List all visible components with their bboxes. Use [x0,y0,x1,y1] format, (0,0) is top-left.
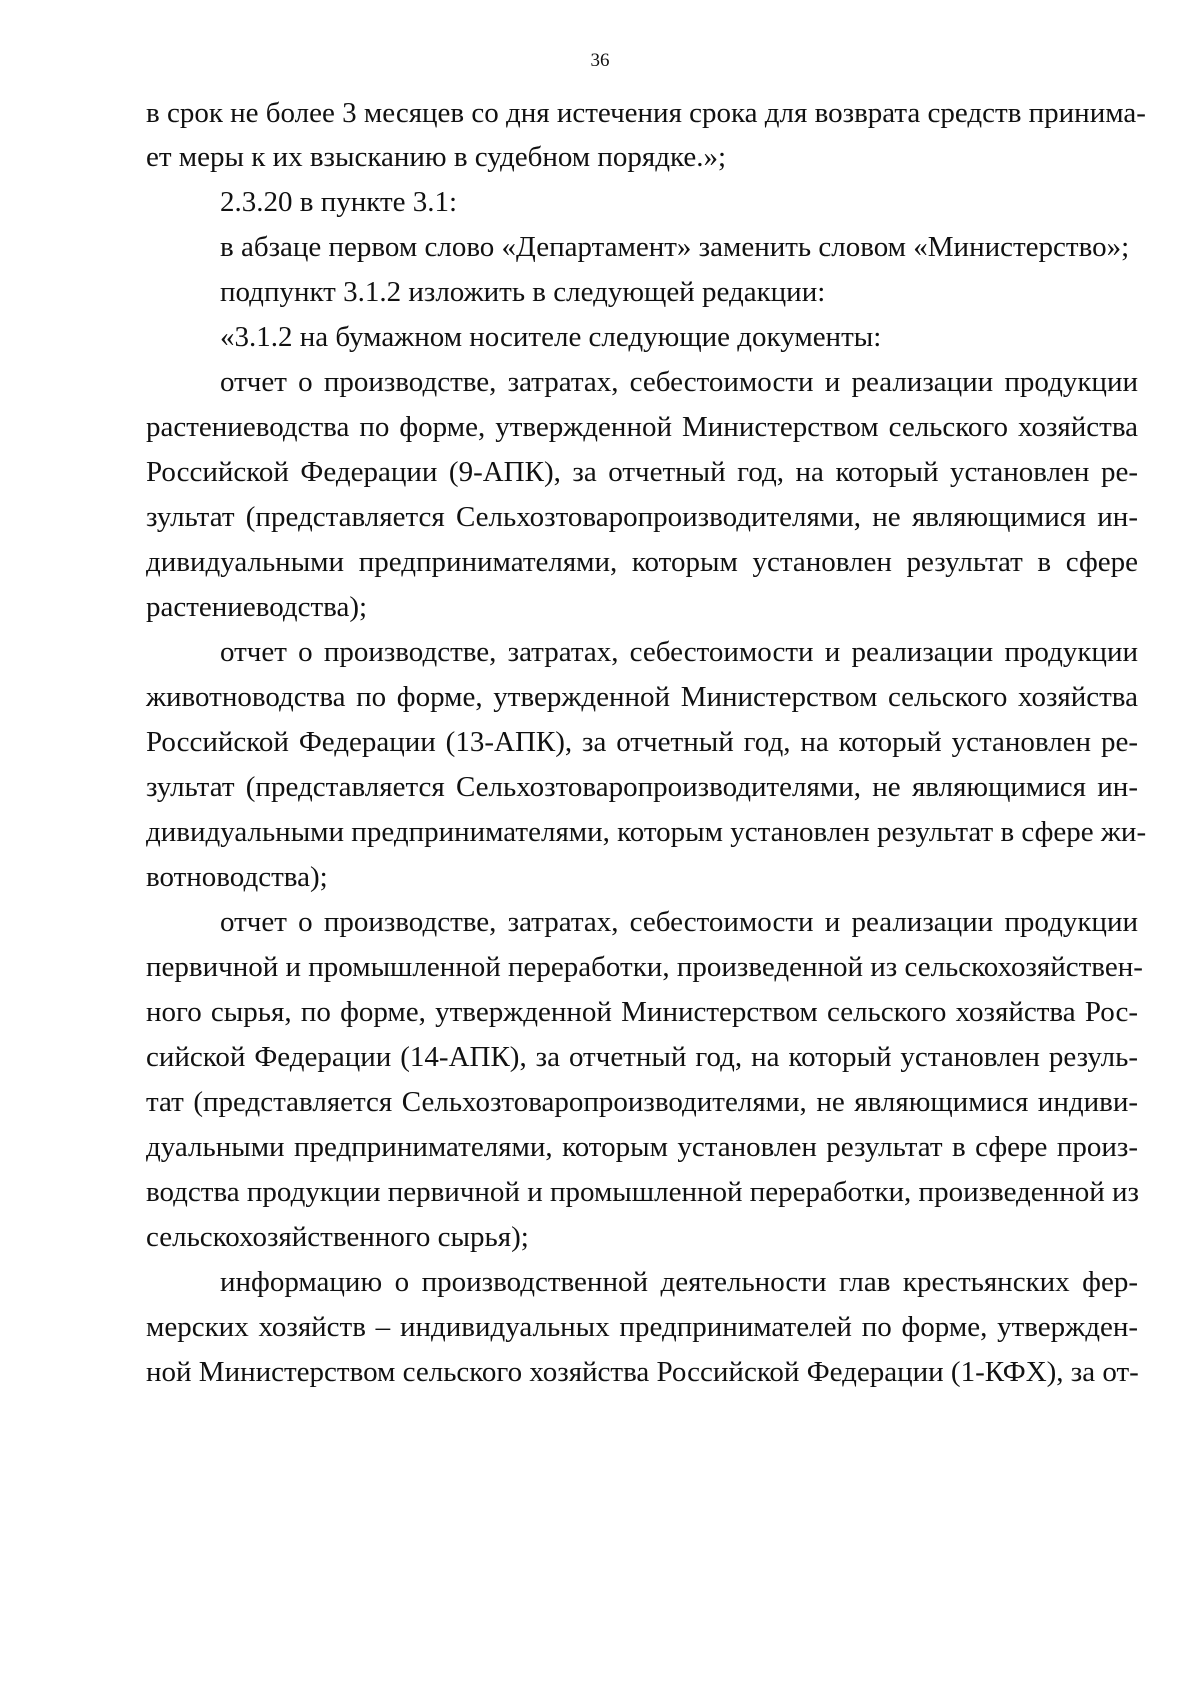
text-line: дуальными предпринимателями, которым установлен результат в сфере произ- [146,1131,1138,1163]
text-line: сельскохозяйственного сырья); [146,1221,529,1253]
page-number: 36 [590,50,610,71]
text-line: подпункт 3.1.2 изложить в следующей редакции: [220,276,826,308]
text-line: в абзаце первом слово «Департамент» заменить словом «Министерство»; [220,231,1130,263]
text-line: сийской Федерации (14-АПК), за отчетный год, на который установлен резуль- [146,1041,1138,1073]
text-line: «3.1.2 на бумажном носителе следующие документы: [220,321,882,353]
text-line: информацию о производственной деятельности глав крестьянских фер- [220,1266,1138,1298]
text-line: зультат (представляется Сельхозтоваропроизводителями, не являющимися ин- [146,771,1138,803]
text-line: водства продукции первичной и промышленной переработки, произведенной из [146,1176,1139,1208]
text-line: ной Министерством сельского хозяйства Российской Федерации (1-КФХ), за от- [146,1356,1139,1388]
text-line: животноводства по форме, утвержденной Министерством сельского хозяйства [146,681,1138,713]
text-line: отчет о производстве, затратах, себестоимости и реализации продукции [220,366,1138,398]
text-line: зультат (представляется Сельхозтоваропроизводителями, не являющимися ин- [146,501,1138,533]
text-line: вотноводства); [146,861,328,893]
text-line: первичной и промышленной переработки, произведенной из сельскохозяйствен- [146,951,1143,983]
text-line: дивидуальными предпринимателями, которым установлен результат в сфере жи- [146,816,1147,848]
text-line: Российской Федерации (13-АПК), за отчетный год, на который установлен ре- [146,726,1138,758]
text-line: дивидуальными предпринимателями, которым установлен результат в сфере [146,546,1138,578]
text-line: ет меры к их взысканию в судебном порядке.»; [146,141,727,173]
text-line: Российской Федерации (9-АПК), за отчетный год, на который установлен ре- [146,456,1138,488]
text-line: отчет о производстве, затратах, себестоимости и реализации продукции [220,636,1138,668]
text-line: отчет о производстве, затратах, себестоимости и реализации продукции [220,906,1138,938]
text-line: ного сырья, по форме, утвержденной Министерством сельского хозяйства Рос- [146,996,1138,1028]
text-line: растениеводства); [146,591,368,623]
text-line: мерских хозяйств – индивидуальных предпринимателей по форме, утвержден- [146,1311,1138,1343]
text-line: 2.3.20 в пункте 3.1: [220,186,458,218]
text-line: растениеводства по форме, утвержденной Министерством сельского хозяйства [146,411,1138,443]
text-line: в срок не более 3 месяцев со дня истечения срока для возврата средств принима- [146,97,1146,129]
text-line: тат (представляется Сельхозтоваропроизводителями, не являющимися индиви- [146,1086,1138,1118]
